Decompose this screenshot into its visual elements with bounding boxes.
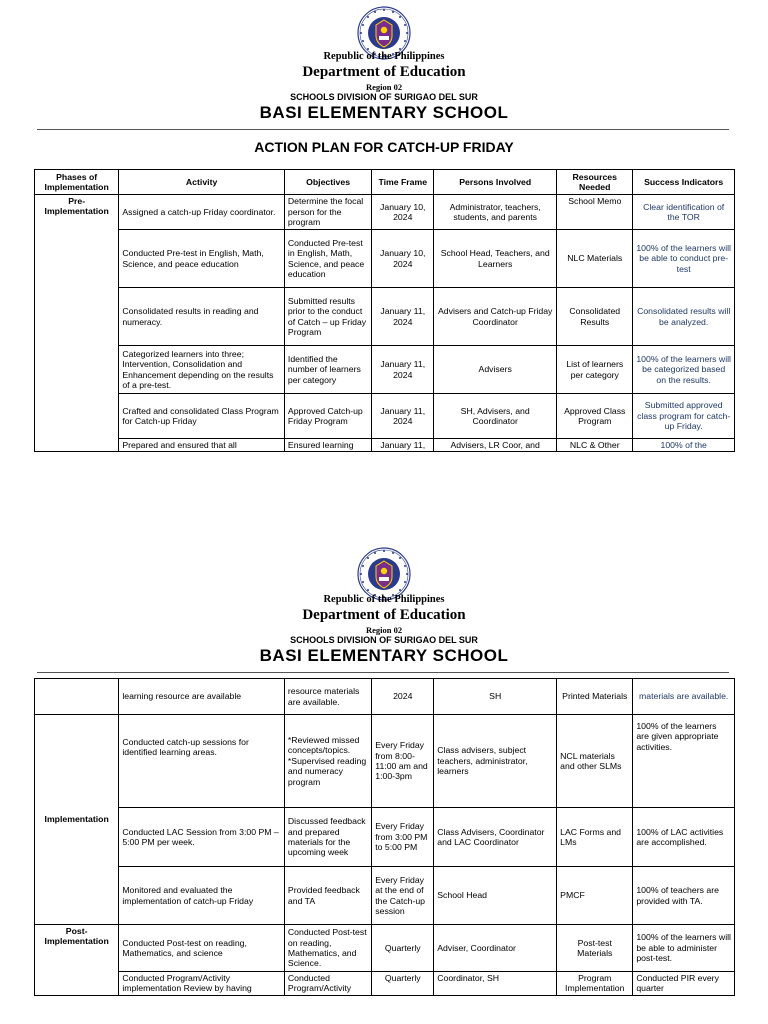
region-heading: Region 02 bbox=[365, 625, 403, 635]
resources-cell: NLC Materials bbox=[557, 230, 633, 288]
activity-cell: Crafted and consolidated Class Program for Catch-up Friday bbox=[119, 394, 285, 439]
activity-cell: Conducted Program/Activity implementation Review by having bbox=[119, 972, 285, 996]
division-heading: SCHOOLS DIVISION OF SURIGAO DEL SUR bbox=[290, 92, 478, 102]
table-row bbox=[35, 288, 735, 346]
indicator-cell: 100% of LAC activities are accomplished. bbox=[633, 808, 735, 867]
indicator-cell: 100% of the bbox=[633, 439, 735, 452]
resources-cell: LAC Forms and LMs bbox=[557, 808, 633, 867]
document-title: ACTION PLAN FOR CATCH-UP FRIDAY bbox=[254, 139, 514, 155]
indicator-cell: 100% of the learners will be able to conduct pre-test bbox=[633, 230, 735, 288]
activity-cell: Assigned a catch-up Friday coordinator. bbox=[119, 195, 285, 230]
republic-heading: Republic of the Philippines bbox=[323, 51, 445, 62]
objective-cell: Determine the focal person for the program bbox=[284, 195, 371, 230]
resources-cell: NLC & Other bbox=[557, 439, 633, 452]
phase-cell: Pre-Implementation bbox=[35, 195, 119, 452]
school-name: BASI ELEMENTARY SCHOOL bbox=[259, 646, 509, 665]
column-header: Time Frame bbox=[372, 170, 434, 195]
table-header-row bbox=[35, 170, 735, 195]
deped-seal-icon bbox=[357, 547, 411, 601]
persons-cell: Coordinator, SH bbox=[434, 972, 557, 996]
time-frame-cell: January 11, bbox=[372, 439, 434, 452]
column-header: Persons Involved bbox=[434, 170, 557, 195]
division-heading: SCHOOLS DIVISION OF SURIGAO DEL SUR bbox=[290, 635, 478, 645]
column-header: Objectives bbox=[284, 170, 371, 195]
table-row bbox=[35, 867, 735, 925]
objective-cell: Submitted results prior to the conduct of Catch – up Friday Program bbox=[284, 288, 371, 346]
table-row bbox=[35, 808, 735, 867]
table-row bbox=[35, 439, 735, 452]
objective-cell: resource materials are available. bbox=[284, 679, 371, 715]
time-frame-cell: January 10, 2024 bbox=[372, 195, 434, 230]
time-frame-cell: Quarterly bbox=[372, 972, 434, 996]
table-row bbox=[35, 394, 735, 439]
time-frame-cell: 2024 bbox=[372, 679, 434, 715]
document-page-1 bbox=[0, 0, 768, 470]
document-page-2 bbox=[0, 540, 768, 1024]
activity-cell: Conducted catch-up sessions for identified learning areas. bbox=[119, 715, 285, 808]
persons-cell: Advisers and Catch-up Friday Coordinator bbox=[434, 288, 557, 346]
time-frame-cell: January 11, 2024 bbox=[372, 346, 434, 394]
persons-cell: Advisers bbox=[434, 346, 557, 394]
republic-heading: Republic of the Philippines bbox=[323, 594, 445, 605]
objective-cell: Discussed feedback and prepared materials for the upcoming week bbox=[284, 808, 371, 867]
indicator-cell: 100% of the learners will be categorized based on the results. bbox=[633, 346, 735, 394]
phase-cell bbox=[35, 679, 119, 715]
column-header: Phases of Implementation bbox=[35, 170, 119, 195]
header-divider bbox=[37, 129, 729, 130]
persons-cell: SH bbox=[434, 679, 557, 715]
indicator-cell: Clear identification of the TOR bbox=[633, 195, 735, 230]
time-frame-cell: Every Friday from 3:00 PM to 5:00 PM bbox=[372, 808, 434, 867]
persons-cell: School Head bbox=[434, 867, 557, 925]
objective-cell: Provided feedback and TA bbox=[284, 867, 371, 925]
resources-cell: School Memo bbox=[557, 195, 633, 230]
column-header: Resources Needed bbox=[557, 170, 633, 195]
indicator-cell: Submitted approved class program for catch-up Friday. bbox=[633, 394, 735, 439]
table-row bbox=[35, 346, 735, 394]
resources-cell: Post-test Materials bbox=[557, 925, 633, 972]
activity-cell: Conducted Post-test on reading, Mathematics, and science bbox=[119, 925, 285, 972]
region-heading: Region 02 bbox=[365, 82, 403, 92]
resources-cell: Consolidated Results bbox=[557, 288, 633, 346]
activity-cell: Monitored and evaluated the implementation of catch-up Friday bbox=[119, 867, 285, 925]
time-frame-cell: Every Friday from 8:00-11:00 am and 1:00-3pm bbox=[372, 715, 434, 808]
resources-cell: NCL materials and other SLMs bbox=[557, 715, 633, 808]
table-row bbox=[35, 715, 735, 808]
resources-cell: Printed Materials bbox=[557, 679, 633, 715]
objective-cell: Identified the number of learners per category bbox=[284, 346, 371, 394]
table-row bbox=[35, 972, 735, 996]
column-header: Success Indicators bbox=[633, 170, 735, 195]
indicator-cell: 100% of the learners will be able to administer post-test. bbox=[633, 925, 735, 972]
header-divider bbox=[37, 672, 729, 673]
time-frame-cell: January 11, 2024 bbox=[372, 288, 434, 346]
time-frame-cell: January 10, 2024 bbox=[372, 230, 434, 288]
persons-cell: Class Advisers, Coordinator and LAC Coordinator bbox=[434, 808, 557, 867]
table-row bbox=[35, 679, 735, 715]
activity-cell: Categorized learners into three; Intervention, Consolidation and Enhancement depending on the results of a pre-test. bbox=[119, 346, 285, 394]
column-header: Activity bbox=[119, 170, 285, 195]
activity-cell: Consolidated results in reading and numeracy. bbox=[119, 288, 285, 346]
resources-cell: Program Implementation bbox=[557, 972, 633, 996]
indicator-cell: 100% of the learners are given appropriate activities. bbox=[633, 715, 735, 808]
persons-cell: SH, Advisers, and Coordinator bbox=[434, 394, 557, 439]
indicator-cell: 100% of teachers are provided with TA. bbox=[633, 867, 735, 925]
department-heading: Department of Education bbox=[302, 64, 466, 80]
indicator-cell: materials are available. bbox=[633, 679, 735, 715]
persons-cell: Adviser, Coordinator bbox=[434, 925, 557, 972]
objective-cell: Ensured learning bbox=[284, 439, 371, 452]
phase-cell: Implementation bbox=[35, 715, 119, 925]
resources-cell: Approved Class Program bbox=[557, 394, 633, 439]
objective-cell: Conducted Post-test on reading, Mathematics, and Science. bbox=[284, 925, 371, 972]
department-heading: Department of Education bbox=[302, 607, 466, 623]
objective-cell: Conducted Program/Activity bbox=[284, 972, 371, 996]
action-plan-table-continued bbox=[34, 678, 735, 996]
phase-cell: Post-Implementation bbox=[35, 925, 119, 996]
resources-cell: PMCF bbox=[557, 867, 633, 925]
table-row bbox=[35, 195, 735, 230]
persons-cell: Administrator, teachers, students, and parents bbox=[434, 195, 557, 230]
time-frame-cell: Every Friday at the end of the Catch-up session bbox=[372, 867, 434, 925]
activity-cell: Prepared and ensured that all bbox=[119, 439, 285, 452]
time-frame-cell: Quarterly bbox=[372, 925, 434, 972]
activity-cell: Conducted Pre-test in English, Math, Science, and peace education bbox=[119, 230, 285, 288]
objective-cell: Approved Catch-up Friday Program bbox=[284, 394, 371, 439]
objective-cell: *Reviewed missed concepts/topics. *Supervised reading and numeracy program bbox=[284, 715, 371, 808]
table-row bbox=[35, 230, 735, 288]
table-row bbox=[35, 925, 735, 972]
persons-cell: Class advisers, subject teachers, administrator, learners bbox=[434, 715, 557, 808]
time-frame-cell: January 11, 2024 bbox=[372, 394, 434, 439]
persons-cell: School Head, Teachers, and Learners bbox=[434, 230, 557, 288]
activity-cell: Conducted LAC Session from 3:00 PM – 5:00 PM per week. bbox=[119, 808, 285, 867]
objective-cell: Conducted Pre-test in English, Math, Science, and peace education bbox=[284, 230, 371, 288]
persons-cell: Advisers, LR Coor, and bbox=[434, 439, 557, 452]
activity-cell: learning resource are available bbox=[119, 679, 285, 715]
indicator-cell: Conducted PIR every quarter bbox=[633, 972, 735, 996]
resources-cell: List of learners per category bbox=[557, 346, 633, 394]
indicator-cell: Consolidated results will be analyzed. bbox=[633, 288, 735, 346]
action-plan-table bbox=[34, 169, 735, 452]
school-name: BASI ELEMENTARY SCHOOL bbox=[259, 103, 509, 122]
